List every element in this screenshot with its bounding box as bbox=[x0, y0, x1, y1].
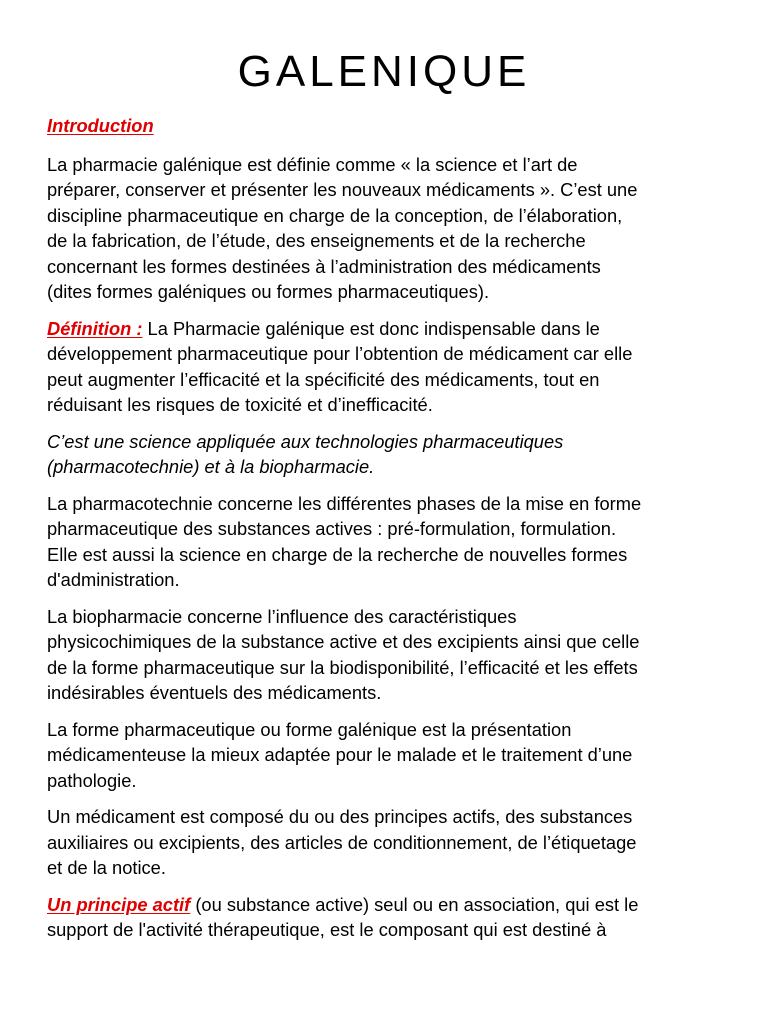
paragraph-definition bbox=[47, 316, 747, 418]
text-line: Elle est aussi la science en charge de la recherche de nouvelles formes bbox=[47, 543, 628, 565]
paragraph-medicament bbox=[47, 804, 747, 881]
paragraph-biopharmacie bbox=[47, 604, 747, 706]
text-line: physicochimiques de la substance active et des excipients ainsi que celle bbox=[47, 631, 640, 652]
text-line: (pharmacotechnie) et à la biopharmacie. bbox=[47, 456, 375, 477]
definition-text: La Pharmacie galénique est donc indispensable dans le bbox=[142, 317, 600, 339]
text-line: développement pharmaceutique pour l’obtention de médicament car elle bbox=[47, 343, 633, 364]
document-body bbox=[47, 113, 747, 943]
paragraph-introduction bbox=[47, 152, 747, 305]
document-title: GALENIQUE bbox=[237, 47, 531, 96]
text-line: La biopharmacie concerne l’influence des caractéristiques bbox=[47, 605, 517, 627]
text-line: discipline pharmaceutique en charge de la conception, de l’élaboration, bbox=[47, 204, 623, 226]
introduction-heading: Introduction bbox=[47, 115, 154, 136]
text-line: La forme pharmaceutique ou forme galénique est la présentation bbox=[47, 718, 572, 740]
text-line: médicamenteuse la mieux adaptée pour le malade et le traitement d’une bbox=[47, 744, 633, 765]
paragraph-science bbox=[47, 429, 747, 480]
text-line bbox=[47, 892, 747, 918]
text-line bbox=[47, 316, 747, 342]
text-line: indésirables éventuels des médicaments. bbox=[47, 682, 382, 703]
principe-actif-text: (ou substance active) seul ou en association, qui est le bbox=[190, 893, 639, 915]
text-line: C’est une science appliquée aux technologies pharmaceutiques bbox=[47, 430, 564, 452]
text-line: d'administration. bbox=[47, 569, 180, 590]
text-line: auxiliaires ou excipients, des articles de conditionnement, de l’étiquetage bbox=[47, 831, 637, 853]
text-line: La pharmacotechnie concerne les différentes phases de la mise en forme bbox=[47, 492, 642, 514]
section-heading-introduction bbox=[47, 113, 747, 139]
principe-actif-heading: Un principe actif bbox=[47, 893, 191, 915]
definition-heading: Définition : bbox=[47, 317, 143, 339]
paragraph-pharmacotechnie bbox=[47, 491, 747, 593]
paragraph-forme bbox=[47, 717, 747, 794]
text-line: pathologie. bbox=[47, 769, 137, 791]
text-line: réduisant les risques de toxicité et d’inefficacité. bbox=[47, 394, 433, 415]
text-line: pharmaceutique des substances actives : pré-formulation, formulation. bbox=[47, 518, 617, 539]
text-line: de la forme pharmaceutique sur la biodisponibilité, l’efficacité et les effets bbox=[47, 656, 638, 678]
text-line: concernant les formes destinées à l’administration des médicaments bbox=[47, 255, 601, 277]
text-line: support de l'activité thérapeutique, est le composant qui est destiné à bbox=[47, 919, 607, 940]
text-line: préparer, conserver et présenter les nouveaux médicaments ». C’est une bbox=[47, 179, 638, 200]
text-line: peut augmenter l’efficacité et la spécificité des médicaments, tout en bbox=[47, 368, 600, 390]
text-line: Un médicament est composé du ou des principes actifs, des substances bbox=[47, 806, 633, 827]
text-line: La pharmacie galénique est définie comme « la science et l’art de bbox=[47, 153, 578, 175]
text-line: de la fabrication, de l’étude, des enseignements et de la recherche bbox=[47, 230, 586, 251]
text-line: et de la notice. bbox=[47, 857, 166, 878]
text-line: (dites formes galéniques ou formes pharmaceutiques). bbox=[47, 281, 490, 302]
paragraph-principe-actif bbox=[47, 892, 747, 943]
